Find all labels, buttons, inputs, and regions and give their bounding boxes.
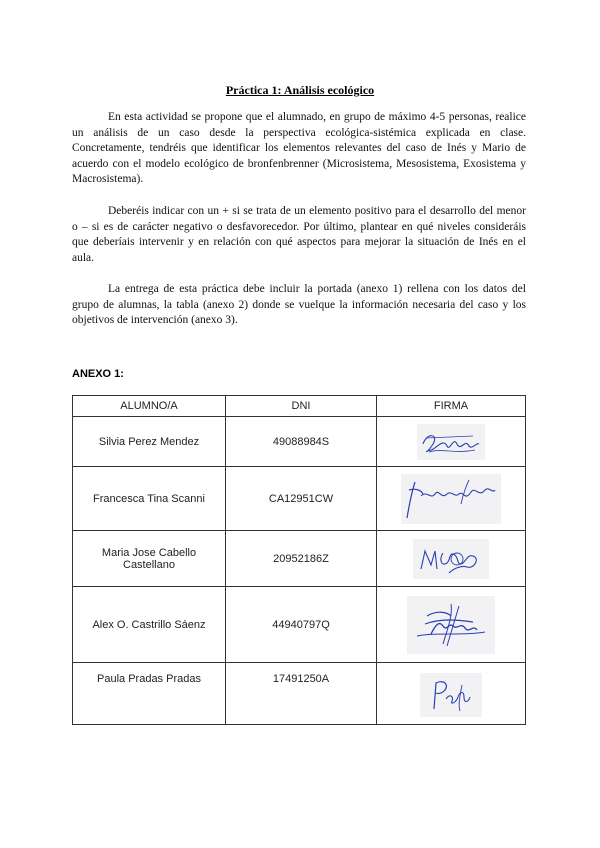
- signature-image: [420, 673, 482, 717]
- signature-image: [413, 539, 489, 579]
- header-firma: FIRMA: [377, 396, 526, 417]
- student-dni: CA12951CW: [226, 467, 377, 531]
- student-name: Paula Pradas Pradas: [73, 663, 226, 725]
- paragraph-evaluation: Deberéis indicar con un + si se trata de un elemento positivo para el desarrollo del menor o – si es de carácter negativo o desfavorecedor. Por último, plantear en qué niveles consideráis que deberíais intervenir y en relación con qué aspectos para mejorar la situación de Inés en el aula.: [72, 205, 526, 264]
- student-dni: 44940797Q: [226, 587, 377, 663]
- student-name: Alex O. Castrillo Sáenz: [73, 587, 226, 663]
- table-row: [73, 467, 526, 531]
- table-row: [73, 417, 526, 467]
- signature-image: [407, 596, 495, 654]
- header-alumno: ALUMNO/A: [73, 396, 226, 417]
- table-row: [73, 663, 526, 725]
- student-name: Silvia Perez Mendez: [73, 417, 226, 467]
- signature-cell: [377, 663, 526, 725]
- paragraph-instructions: En esta actividad se propone que el alumnado, en grupo de máximo 4-5 personas, realice un análisis de un caso desde la perspectiva ecológica-sistémica explicada en clase. Concretamente, tendréis que identificar los elementos relevantes del caso de Inés y Mario de acuerdo con el modelo ecológico de bronfenbrenner (Microsistema, Mesosistema, Exosistema y Macrosistema).: [72, 111, 526, 185]
- table-row: [73, 587, 526, 663]
- student-dni: 20952186Z: [226, 531, 377, 587]
- table-row: [73, 531, 526, 587]
- signature-cell: [377, 467, 526, 531]
- document-title: Práctica 1: Análisis ecológico: [225, 83, 375, 97]
- signature-image: [401, 474, 501, 524]
- signature-cell: [377, 531, 526, 587]
- paragraph-delivery: La entrega de esta práctica debe incluir la portada (anexo 1) rellena con los datos del grupo de alumnas, la tabla (anexo 2) donde se vuelque la información necesaria del caso y los objetivos de intervención (anexo 3).: [72, 283, 526, 326]
- annex-label: ANEXO 1:: [72, 368, 124, 380]
- student-dni: 17491250A: [226, 663, 377, 725]
- signature-image: [417, 424, 485, 460]
- student-dni: 49088984S: [226, 417, 377, 467]
- student-name: Francesca Tina Scanni: [73, 467, 226, 531]
- signature-cell: [377, 587, 526, 663]
- header-dni: DNI: [226, 396, 377, 417]
- signature-cell: [377, 417, 526, 467]
- student-name: Maria Jose Cabello Castellano: [73, 531, 226, 587]
- signature-table: [72, 395, 526, 725]
- table-header-row: [73, 396, 526, 417]
